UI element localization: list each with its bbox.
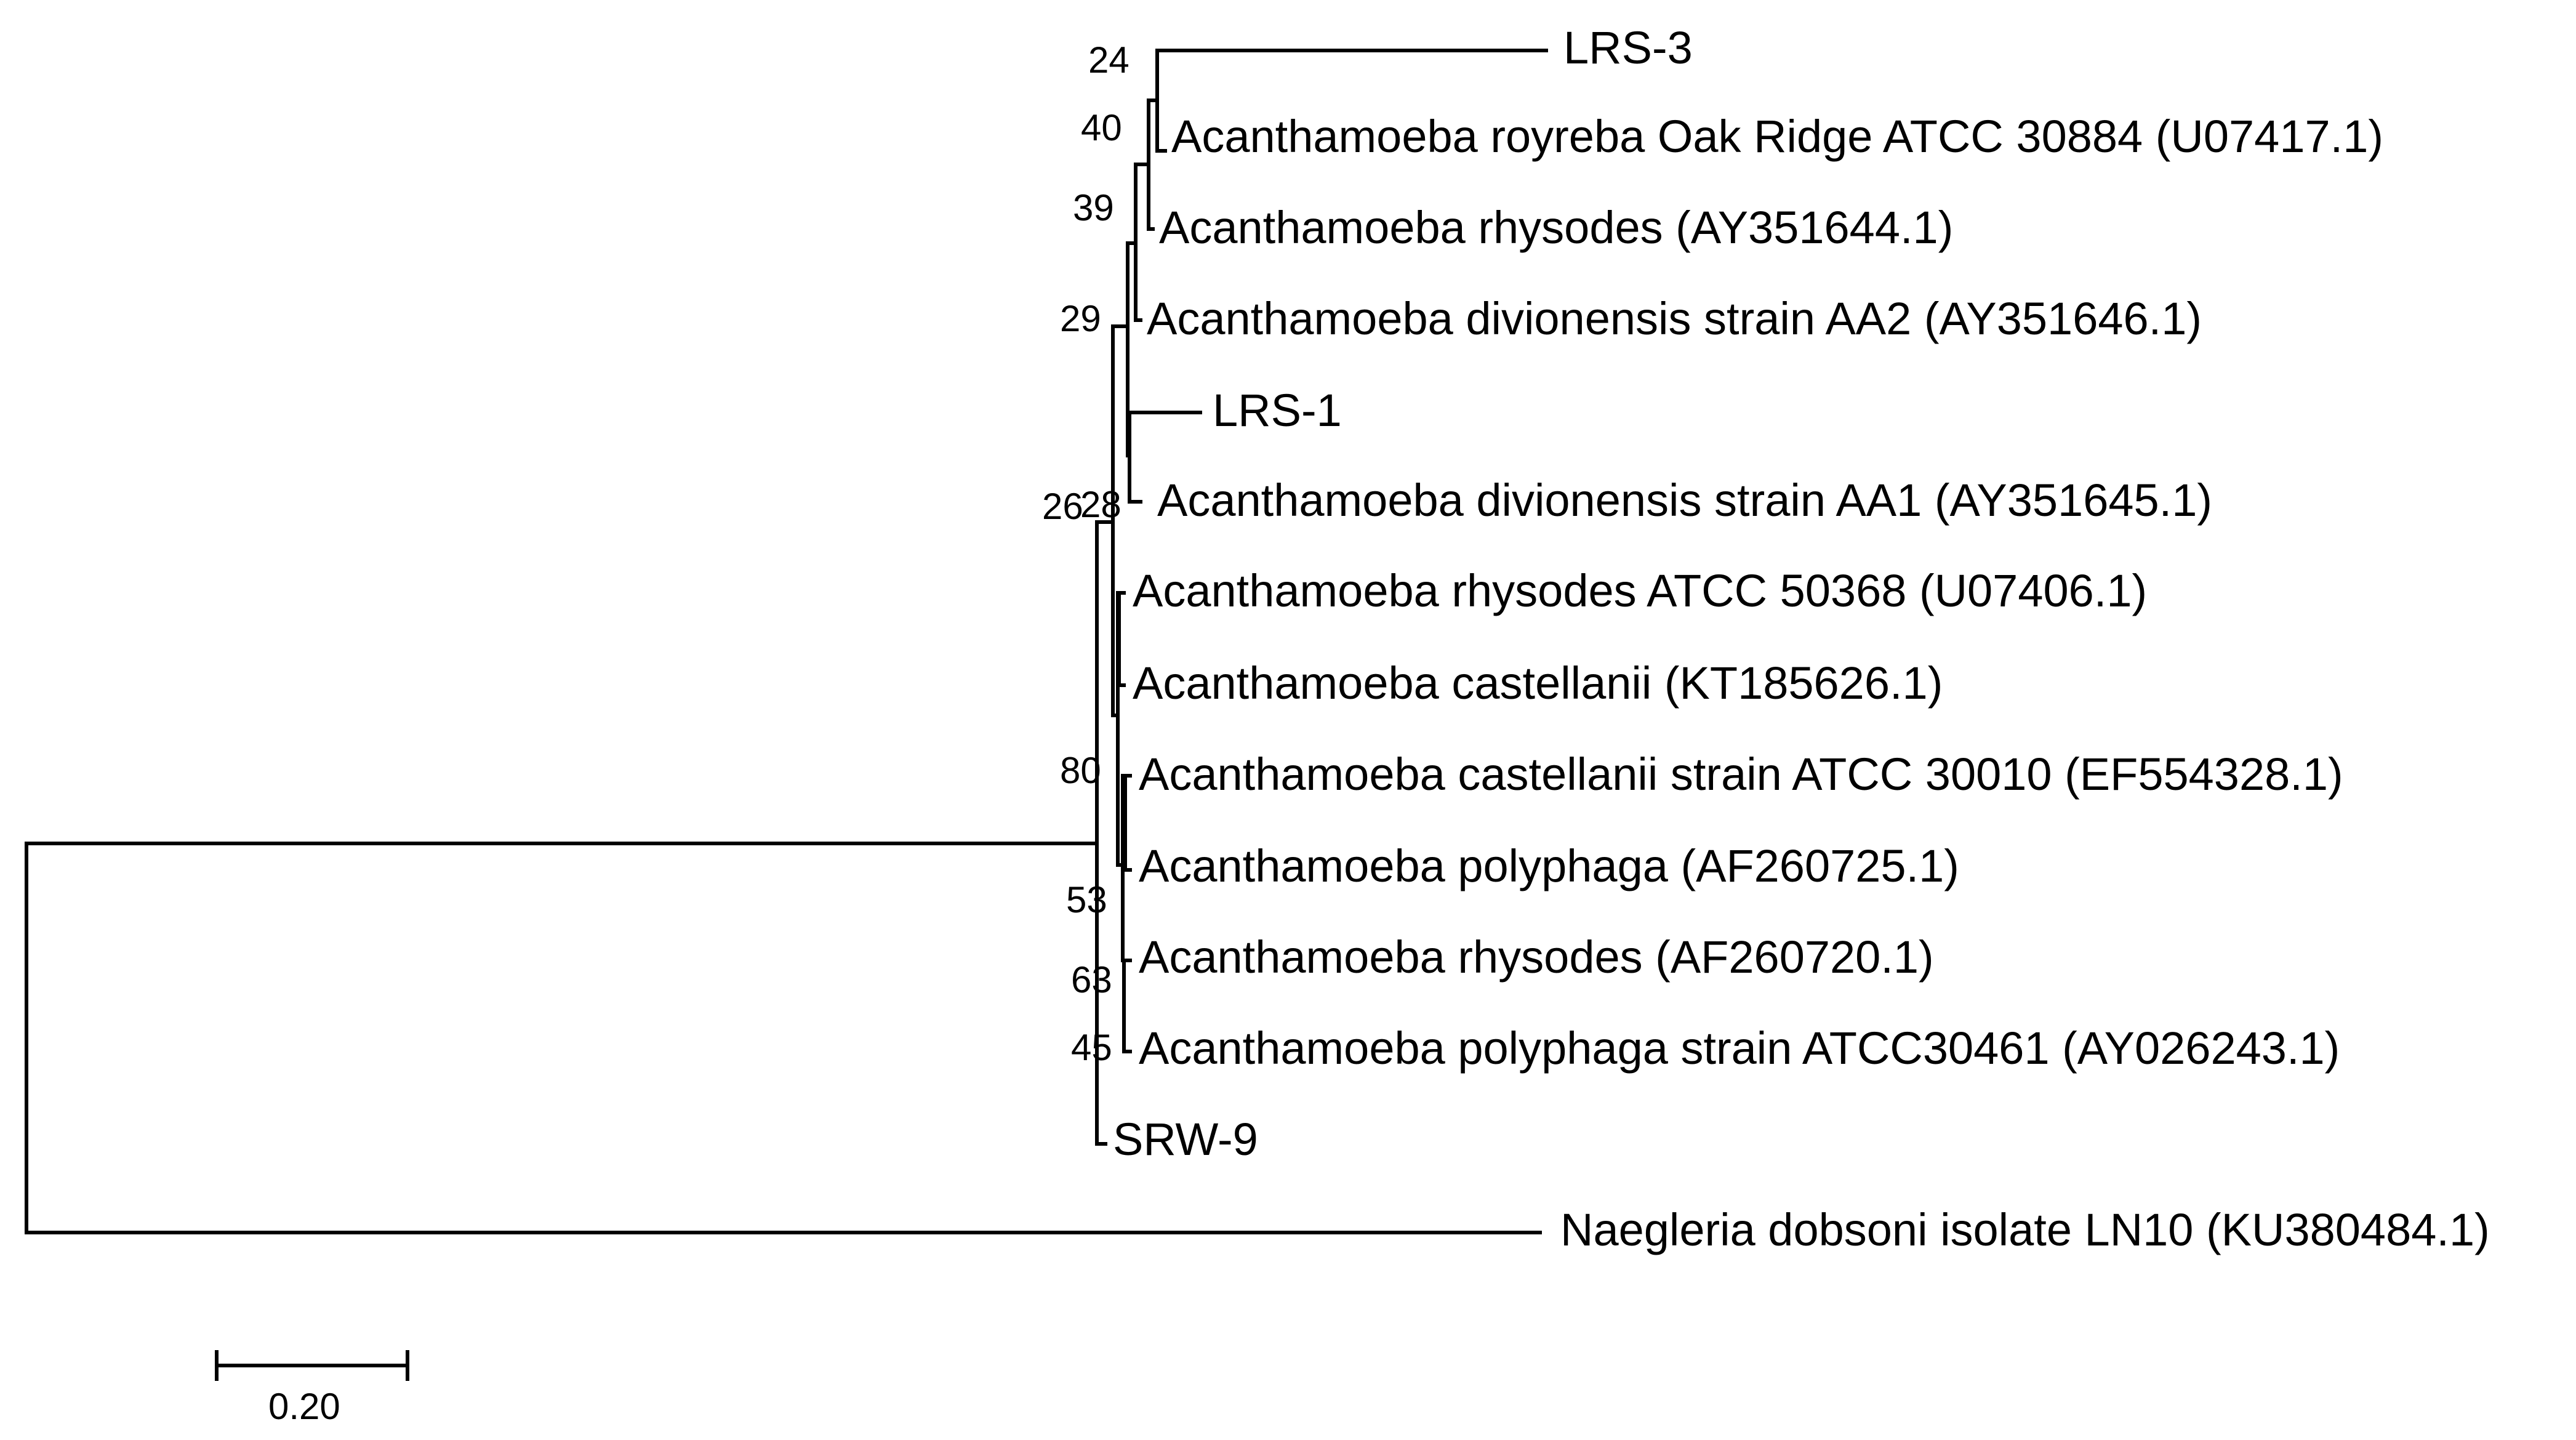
taxon-label: Acanthamoeba rhysodes ATCC 50368 (U07406.1) (1133, 565, 2148, 616)
taxon-label: Acanthamoeba castellanii (KT185626.1) (1133, 658, 1943, 709)
support-value: 53 (1066, 879, 1107, 920)
support-value: 29 (1060, 298, 1101, 339)
taxon-label: Acanthamoeba royreba Oak Ridge ATCC 30884 (U07417.1) (1171, 111, 2383, 162)
taxon-label: Acanthamoeba rhysodes (AF260720.1) (1139, 931, 1934, 983)
support-values (1042, 39, 1130, 1068)
support-value: 26 (1042, 486, 1083, 527)
support-value: 63 (1071, 959, 1112, 1000)
support-value: 40 (1081, 107, 1122, 148)
taxon-label: Acanthamoeba polyphaga (AF260725.1) (1139, 840, 1959, 891)
taxon-label: Acanthamoeba divionensis strain AA1 (AY351645.1) (1157, 475, 2213, 526)
support-value: 39 (1073, 187, 1114, 228)
taxon-label: LRS-1 (1213, 385, 1342, 436)
taxon-label: Acanthamoeba rhysodes (AY351644.1) (1159, 202, 1954, 253)
taxon-label: Acanthamoeba castellanii strain ATCC 30010 (EF554328.1) (1139, 749, 2343, 800)
support-value: 28 (1080, 484, 1121, 525)
support-value: 24 (1088, 39, 1130, 81)
scale-bar (217, 1352, 407, 1427)
support-value: 80 (1060, 750, 1101, 791)
taxon-label: Acanthamoeba divionensis strain AA2 (AY351646.1) (1147, 293, 2202, 344)
scale-bar-label: 0.20 (268, 1386, 340, 1427)
taxon-label: SRW-9 (1113, 1114, 1258, 1165)
support-value: 45 (1071, 1027, 1112, 1068)
taxon-label: Naegleria dobsoni isolate LN10 (KU380484.1) (1560, 1204, 2490, 1255)
taxon-labels (1113, 22, 2490, 1255)
taxon-label: LRS-3 (1563, 22, 1693, 73)
taxon-label: Acanthamoeba polyphaga strain ATCC30461 (AY026243.1) (1139, 1023, 2340, 1074)
